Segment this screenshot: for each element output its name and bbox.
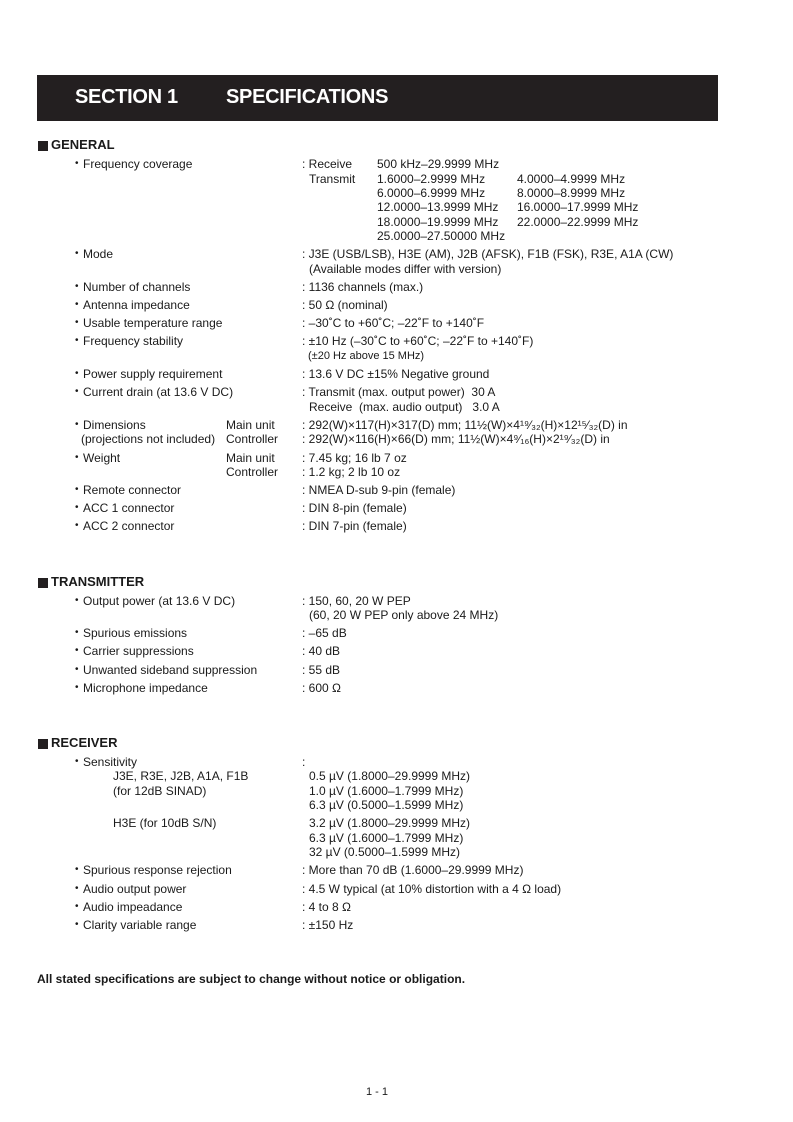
bullet: •: [75, 281, 79, 292]
spec-value: : NMEA D-sub 9-pin (female): [302, 483, 456, 497]
spec-value: 6.3 µV (1.6000–1.7999 MHz): [309, 831, 464, 845]
bullet: •: [75, 386, 79, 397]
spec-value: : 1136 channels (max.): [302, 280, 424, 294]
spec-value: :: [302, 755, 306, 769]
spec-value: 25.0000–27.50000 MHz: [377, 229, 506, 243]
spec-label: Output power (at 13.6 V DC): [83, 594, 236, 608]
general-heading: GENERAL: [51, 137, 115, 152]
spec-label: Number of channels: [83, 280, 191, 294]
bullet: •: [75, 502, 79, 513]
unit-label: Main unit: [226, 418, 275, 432]
bullet: •: [75, 520, 79, 531]
bullet: •: [75, 299, 79, 310]
spec-value: 32 µV (0.5000–1.5999 MHz): [309, 845, 461, 859]
spec-label: Spurious emissions: [83, 626, 188, 640]
bullet: •: [75, 645, 79, 656]
spec-label: Antenna impedance: [83, 298, 190, 312]
bullet: •: [75, 627, 79, 638]
spec-note: (±20 Hz above 15 MHz): [308, 350, 425, 362]
unit-label: Controller: [226, 432, 279, 446]
spec-label: Sensitivity: [83, 755, 138, 769]
spec-value: : 50 Ω (nominal): [302, 298, 388, 312]
spec-value: : 292(W)×117(H)×317(D) mm; 11½(W)×4¹⁹⁄₃₂(H)×12¹⁵⁄₃₂(D) in: [302, 418, 628, 432]
spec-value: : DIN 8-pin (female): [302, 501, 407, 515]
spec-label: Dimensions: [83, 418, 146, 432]
spec-value: 16.0000–17.9999 MHz: [517, 200, 639, 214]
spec-label: Remote connector: [83, 483, 182, 497]
transmitter-heading: TRANSMITTER: [51, 574, 145, 589]
bullet: •: [75, 664, 79, 675]
spec-label: ACC 2 connector: [83, 519, 175, 533]
spec-value: 6.0000–6.9999 MHz: [377, 186, 486, 200]
spec-value: : Transmit (max. output power) 30 A: [302, 385, 496, 399]
bullet: •: [75, 368, 79, 379]
section-marker: [38, 141, 48, 151]
spec-value: : 4.5 W typical (at 10% distortion with a 4 Ω load): [302, 882, 562, 896]
spec-value: : 600 Ω: [302, 681, 341, 695]
spec-label: Transmit: [309, 172, 356, 186]
section-marker: [38, 578, 48, 588]
spec-value: : ±10 Hz (–30˚C to +60˚C; –22˚F to +140˚F): [302, 334, 534, 348]
spec-label: J3E, R3E, J2B, A1A, F1B: [113, 769, 249, 783]
spec-label: Clarity variable range: [83, 918, 197, 932]
spec-label: Audio output power: [83, 882, 187, 896]
page-number: 1 - 1: [366, 1086, 389, 1098]
spec-value: 3.2 µV (1.8000–29.9999 MHz): [309, 816, 471, 830]
spec-value: : 13.6 V DC ±15% Negative ground: [302, 367, 490, 381]
bullet: •: [75, 317, 79, 328]
section-title: SPECIFICATIONS: [226, 86, 389, 108]
bullet: •: [75, 595, 79, 606]
bullet: •: [75, 419, 79, 430]
spec-label: ACC 1 connector: [83, 501, 175, 515]
spec-value: : More than 70 dB (1.6000–29.9999 MHz): [302, 863, 524, 877]
spec-value: : 40 dB: [302, 644, 341, 658]
spec-value: : 150, 60, 20 W PEP: [302, 594, 411, 608]
bullet: •: [75, 452, 79, 463]
spec-value: : 292(W)×116(H)×66(D) mm; 11½(W)×4⁹⁄₁₆(H)×2¹⁹⁄₃₂(D) in: [302, 432, 610, 446]
bullet: •: [75, 883, 79, 894]
spec-value: : –30˚C to +60˚C; –22˚F to +140˚F: [302, 316, 485, 330]
spec-label: Mode: [83, 247, 114, 261]
spec-label: : Receive: [302, 157, 353, 171]
bullet: •: [75, 919, 79, 930]
spec-value: : J3E (USB/LSB), H3E (AM), J2B (AFSK), F1B (FSK), R3E, A1A (CW): [302, 247, 674, 261]
section-number: SECTION 1: [75, 86, 178, 108]
bullet: •: [75, 158, 79, 169]
unit-label: Controller: [226, 465, 279, 479]
bullet: •: [75, 901, 79, 912]
spec-label: Usable temperature range: [83, 316, 223, 330]
spec-value: 8.0000–8.9999 MHz: [517, 186, 626, 200]
spec-value: 6.3 µV (0.5000–1.5999 MHz): [309, 798, 464, 812]
spec-value: Receive (max. audio output) 3.0 A: [309, 400, 500, 414]
receiver-heading: RECEIVER: [51, 735, 118, 750]
bullet: •: [75, 756, 79, 767]
spec-value: 0.5 µV (1.8000–29.9999 MHz): [309, 769, 471, 783]
bullet: •: [75, 484, 79, 495]
spec-label: Current drain (at 13.6 V DC): [83, 385, 234, 399]
spec-value: : –65 dB: [302, 626, 347, 640]
spec-value: : 7.45 kg; 16 lb 7 oz: [302, 451, 407, 465]
spec-value: 1.6000–2.9999 MHz: [377, 172, 486, 186]
spec-label: Audio impeadance: [83, 900, 183, 914]
spec-value: 1.0 µV (1.6000–1.7999 MHz): [309, 784, 464, 798]
spec-label: Frequency stability: [83, 334, 184, 348]
spec-value: : DIN 7-pin (female): [302, 519, 407, 533]
spec-value: 22.0000–22.9999 MHz: [517, 215, 639, 229]
bullet: •: [75, 335, 79, 346]
spec-label: Spurious response rejection: [83, 863, 232, 877]
spec-value: 18.0000–19.9999 MHz: [377, 215, 499, 229]
spec-label: Carrier suppressions: [83, 644, 194, 658]
spec-value: 500 kHz–29.9999 MHz: [377, 157, 500, 171]
disclaimer: All stated specifications are subject to change without notice or obligation.: [37, 972, 466, 986]
spec-value: : 55 dB: [302, 663, 341, 677]
bullet: •: [75, 864, 79, 875]
bullet: •: [75, 682, 79, 693]
spec-label: Unwanted sideband suppression: [83, 663, 258, 677]
spec-value: : 4 to 8 Ω: [302, 900, 351, 914]
spec-value: : 1.2 kg; 2 lb 10 oz: [302, 465, 401, 479]
spec-note: (60, 20 W PEP only above 24 MHz): [309, 608, 499, 622]
unit-label: Main unit: [226, 451, 275, 465]
spec-value: 12.0000–13.9999 MHz: [377, 200, 499, 214]
spec-label: (projections not included): [81, 432, 216, 446]
section-banner: [37, 75, 718, 121]
spec-label: Power supply requirement: [83, 367, 223, 381]
spec-value: : ±150 Hz: [302, 918, 354, 932]
spec-value: 4.0000–4.9999 MHz: [517, 172, 626, 186]
spec-label: (for 12dB SINAD): [113, 784, 207, 798]
spec-label: Frequency coverage: [83, 157, 193, 171]
section-marker: [38, 739, 48, 749]
spec-label: Microphone impedance: [83, 681, 208, 695]
bullet: •: [75, 248, 79, 259]
spec-label: H3E (for 10dB S/N): [113, 816, 217, 830]
spec-label: Weight: [83, 451, 121, 465]
spec-note: (Available modes differ with version): [309, 262, 502, 276]
